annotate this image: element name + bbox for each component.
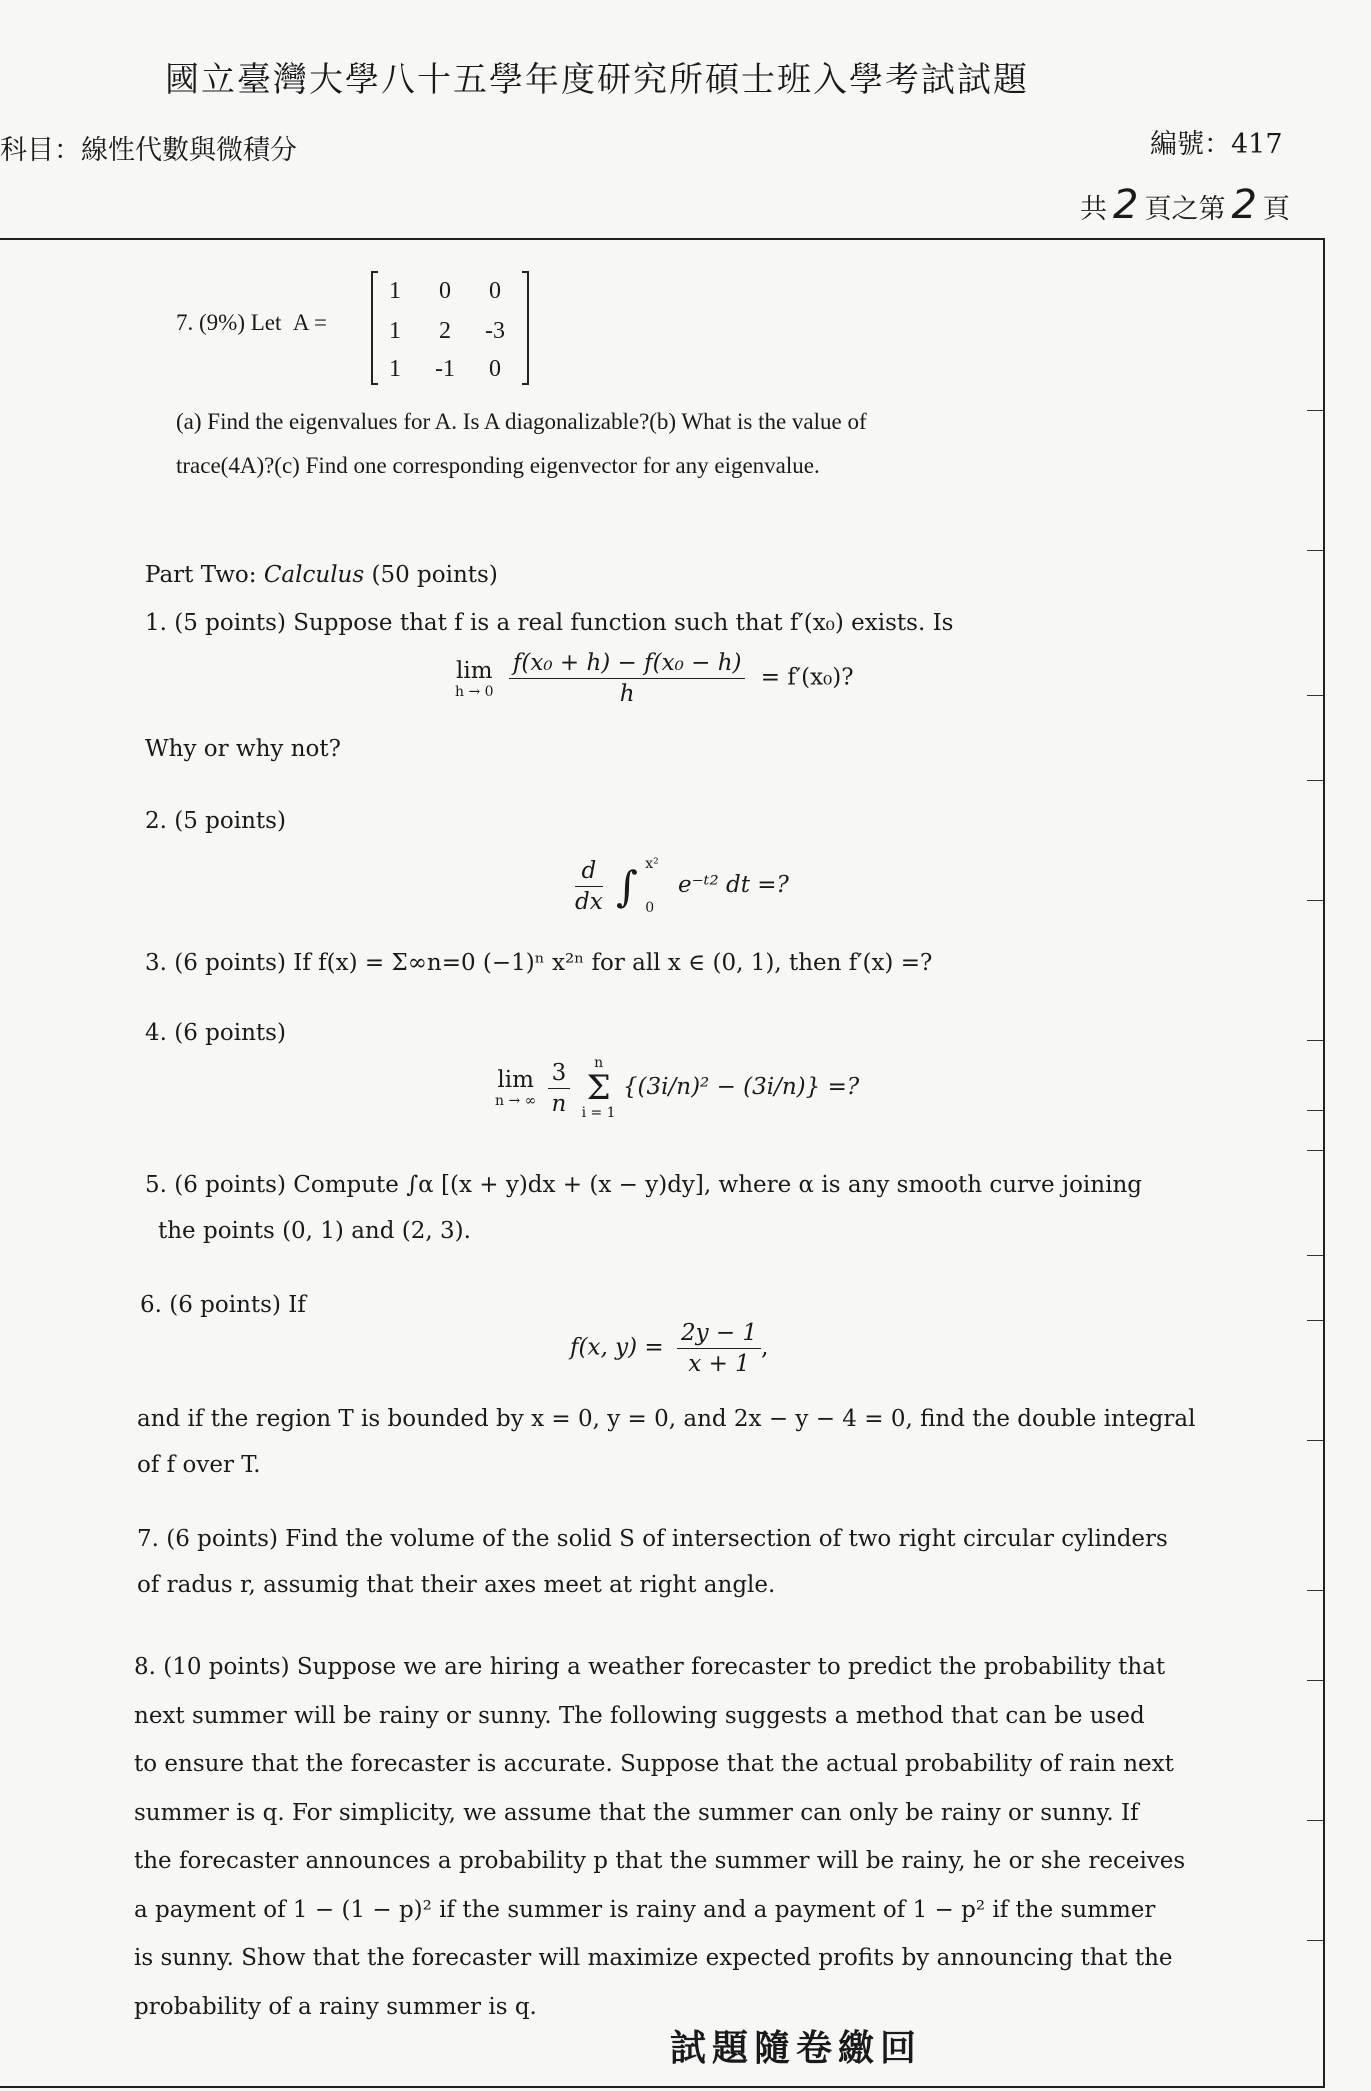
q4-body: {(3i/n)² − (3i/n)} =? bbox=[622, 1074, 860, 1100]
q1-lim-sub: h → 0 bbox=[455, 683, 494, 700]
q8-line: probability of a rainy summer is q. bbox=[134, 1993, 537, 2020]
q2-label: 2. (5 points) bbox=[145, 808, 286, 834]
matrix-cell: -3 bbox=[485, 318, 505, 344]
q4-coef-den: n bbox=[551, 1090, 567, 1117]
q7-calc-line2: of radus r, assumig that their axes meet at right angle. bbox=[137, 1572, 776, 1598]
q4-label: 4. (6 points) bbox=[145, 1020, 286, 1046]
q1-rhs: = f′(x₀)? bbox=[760, 664, 854, 691]
q4-coef-num: 3 bbox=[548, 1060, 571, 1089]
part2-topic: Calculus bbox=[263, 562, 365, 588]
subject-label: 科目：線性代數與微積分 bbox=[0, 135, 297, 166]
pages-total: 2 bbox=[1113, 182, 1139, 228]
page-indicator bbox=[1080, 182, 1290, 228]
q2-d: d bbox=[575, 858, 603, 887]
part1-q7-text bbox=[176, 400, 1076, 488]
q5-line2: the points (0, 1) and (2, 3). bbox=[158, 1218, 471, 1244]
q5-line1: 5. (6 points) Compute ∫α [(x + y)dx + (x − y)dy], where α is any smooth curve joining bbox=[145, 1172, 1142, 1198]
q1-lim: lim bbox=[456, 657, 493, 684]
part2-points: (50 points) bbox=[371, 562, 498, 588]
exam-title: 國立臺灣大學八十五學年度研究所碩士班入學考試試題 bbox=[165, 60, 1029, 100]
q2-upper: x² bbox=[645, 856, 659, 872]
q6-line2: of f over T. bbox=[137, 1452, 261, 1478]
pages-suffix: 頁 bbox=[1262, 194, 1290, 225]
q2-lower: 0 bbox=[645, 900, 655, 916]
q7-var: A = bbox=[292, 310, 327, 335]
q7-line2: trace(4A)?(c) Find one corresponding eigenvector for any eigenvalue. bbox=[176, 453, 820, 478]
q1-denominator: h bbox=[619, 681, 635, 707]
matrix-a bbox=[370, 268, 530, 388]
matrix-cell: 1 bbox=[389, 318, 401, 344]
q6-numerator: 2y − 1 bbox=[677, 1320, 761, 1349]
q7-label: 7. (9%) Let bbox=[176, 310, 282, 335]
q4-formula bbox=[495, 1055, 859, 1121]
q7-calc-line1: 7. (6 points) Find the volume of the solid S of intersection of two right circular cylinders bbox=[137, 1526, 1168, 1552]
q1-numerator: f(x₀ + h) − f(x₀ − h) bbox=[509, 650, 746, 679]
q2-integral: ∫ bbox=[616, 861, 638, 911]
q6-formula bbox=[570, 1320, 768, 1377]
pages-prefix: 共 bbox=[1080, 194, 1107, 225]
exam-code: 編號：417 bbox=[1150, 129, 1283, 160]
q8-line: next summer will be rainy or sunny. The following suggests a method that can be used bbox=[134, 1702, 1145, 1729]
q8-line: the forecaster announces a probability p that the summer will be rainy, he or she receives bbox=[134, 1848, 1186, 1874]
q2-body: e⁻ᵗ² dt =? bbox=[678, 872, 789, 898]
q4-lim: lim bbox=[497, 1067, 534, 1093]
pages-current: 2 bbox=[1231, 182, 1257, 228]
matrix-cell: 0 bbox=[439, 278, 451, 304]
q4-sigma-bot: i = 1 bbox=[581, 1105, 616, 1121]
q8-line: a payment of 1 − (1 − p)² if the summer is rainy and a payment of 1 − p² if the summer bbox=[134, 1896, 1156, 1923]
q1-text: 1. (5 points) Suppose that f is a real function such that f′(x₀) exists. Is bbox=[145, 610, 954, 636]
matrix-cell: 0 bbox=[489, 356, 501, 382]
q1-follow: Why or why not? bbox=[145, 736, 341, 762]
part1-q7-label bbox=[176, 310, 327, 336]
q8-line: summer is q. For simplicity, we assume that the summer can only be rainy or sunny. If bbox=[134, 1799, 1139, 1826]
q2-formula bbox=[575, 842, 789, 930]
q1-formula bbox=[455, 650, 854, 707]
matrix-cell: 2 bbox=[439, 318, 451, 344]
matrix-cell: -1 bbox=[435, 356, 455, 382]
q8-line: to ensure that the forecaster is accurate. Suppose that the actual probability of rain next bbox=[134, 1751, 1174, 1777]
q4-sigma: Σ bbox=[586, 1068, 611, 1108]
part2-heading bbox=[145, 558, 498, 593]
matrix-cell: 0 bbox=[489, 278, 501, 304]
q6-lhs: f(x, y) = bbox=[570, 1334, 664, 1361]
part2-prefix: Part Two: bbox=[145, 562, 257, 588]
q6-denominator: x + 1 bbox=[688, 1351, 750, 1377]
q6-line1: and if the region T is bounded by x = 0, y = 0, and 2x − y − 4 = 0, find the double integral bbox=[137, 1406, 1196, 1432]
matrix-cell: 1 bbox=[389, 356, 401, 382]
pages-mid: 頁之第 bbox=[1144, 194, 1226, 225]
q6-label: 6. (6 points) If bbox=[140, 1292, 306, 1318]
q3-text: 3. (6 points) If f(x) = Σ∞n=0 (−1)ⁿ x²ⁿ for all x ∈ (0, 1), then f′(x) =? bbox=[145, 950, 933, 976]
q8-line: is sunny. Show that the forecaster will maximize expected profits by announcing that the bbox=[134, 1945, 1173, 1971]
q4-lim-sub: n → ∞ bbox=[495, 1093, 537, 1109]
q2-dx: dx bbox=[575, 888, 603, 915]
matrix-cell: 1 bbox=[389, 278, 401, 304]
q6-comma: , bbox=[761, 1334, 769, 1361]
q7-line1: (a) Find the eigenvalues for A. Is A diagonalizable?(b) What is the value of bbox=[176, 409, 867, 434]
q8-line: 8. (10 points) Suppose we are hiring a weather forecaster to predict the probability that bbox=[134, 1654, 1166, 1680]
q4-sigma-top: n bbox=[594, 1055, 604, 1071]
return-note: 試題隨卷繳回 bbox=[670, 2027, 923, 2069]
q8-block bbox=[134, 1643, 1185, 2031]
